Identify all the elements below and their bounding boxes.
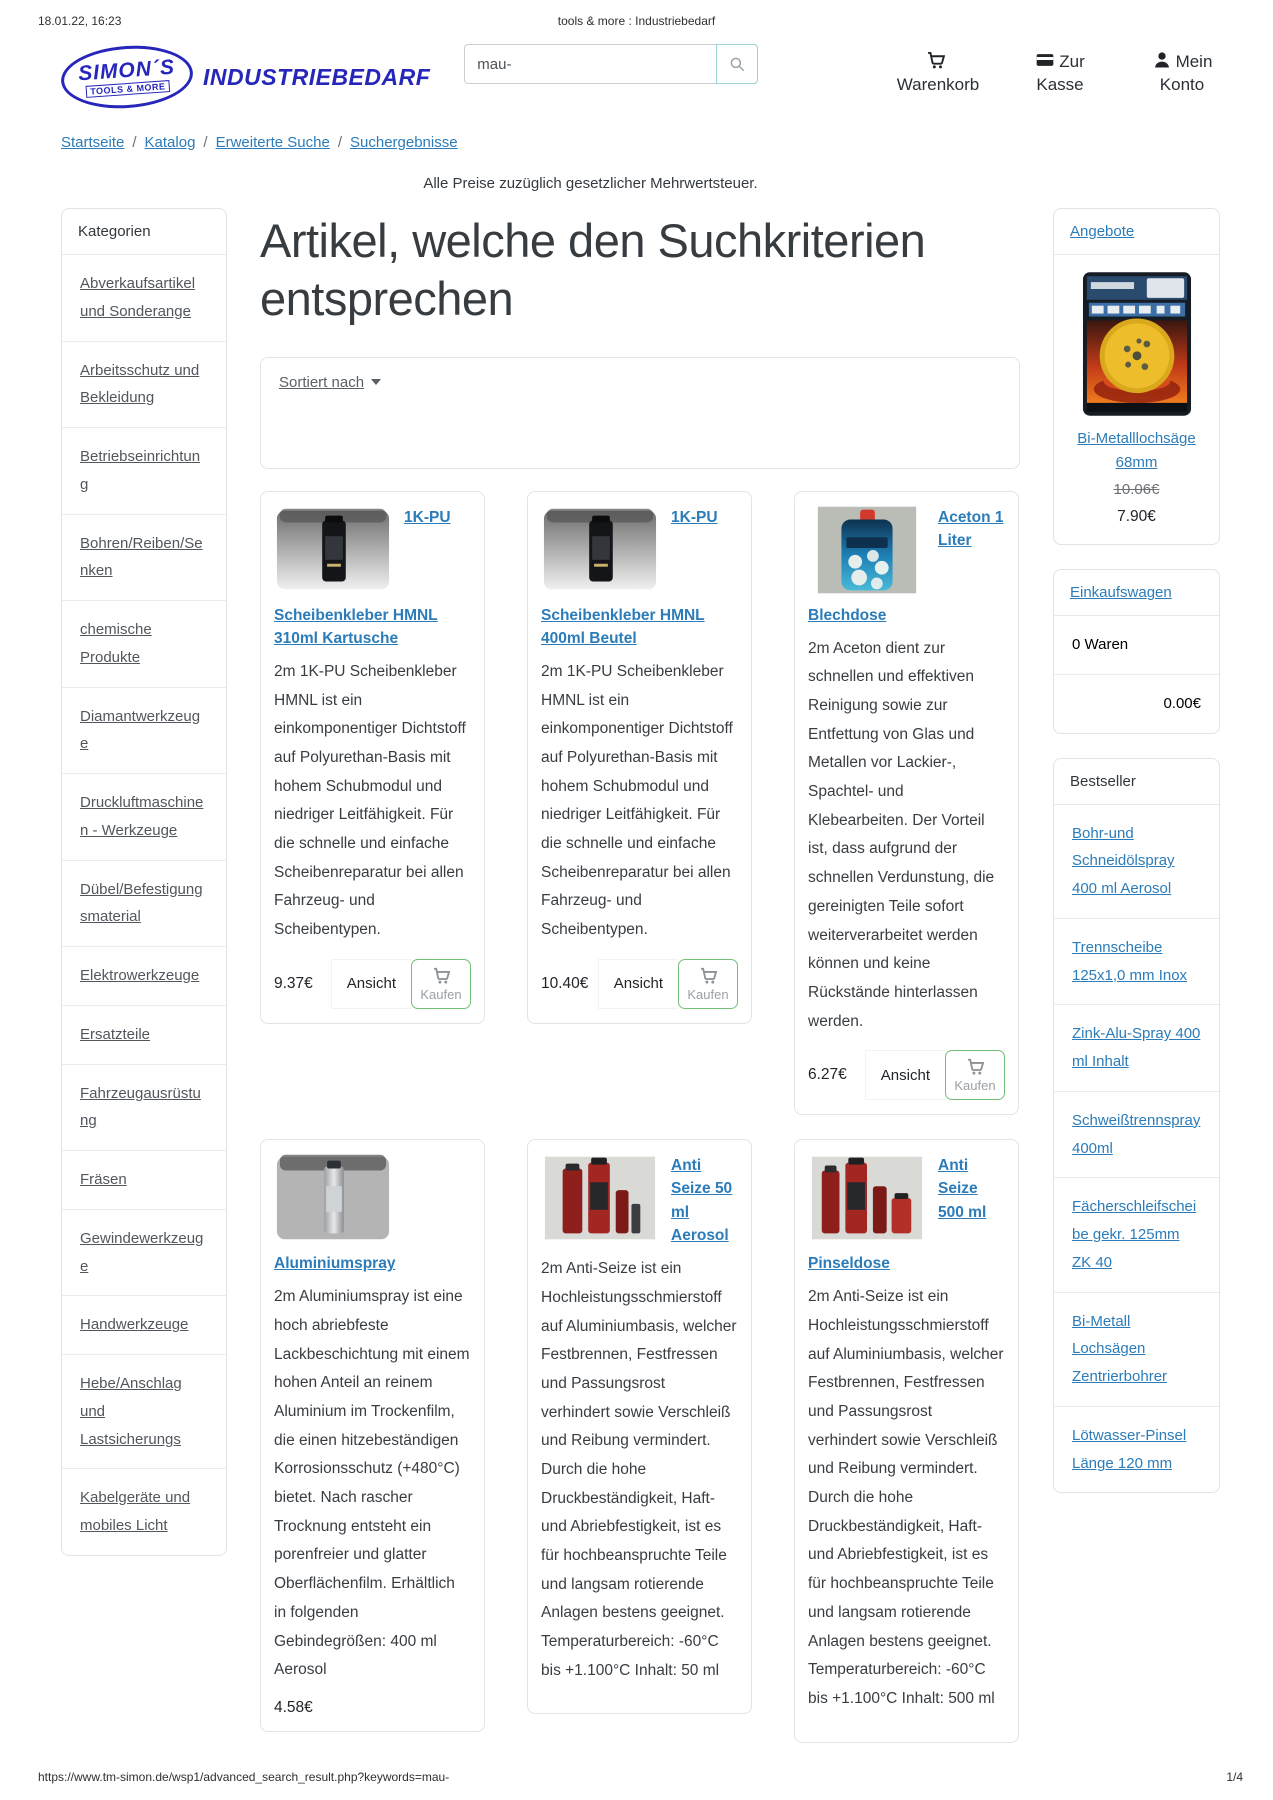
product-description: 2m Aluminiumspray ist eine hoch abriebfeste Lackbeschichtung mit einem hohen Anteil an reinem Aluminium im Trockenfilm, die einen hitzebeständigen Korrosionsschutz (+480°C) bietet. Nach rascher Trocknung entsteht ein porenfreier und glatter Oberflächenfilm. Erhältlich in folgenden Gebindegrößen: 400 ml Aerosol [274, 1288, 470, 1679]
cart-nav-label: Warenkorb [896, 74, 980, 94]
product-buttons [331, 959, 471, 1009]
category-link[interactable]: Bohren/Reiben/Senken [62, 515, 226, 602]
product-price: 6.27€ [808, 1066, 847, 1084]
categories-panel [61, 208, 227, 1556]
bestseller-link[interactable]: Trennscheibe 125x1,0 mm Inox [1054, 919, 1219, 1006]
sort-panel [260, 357, 1020, 469]
breadcrumb-separator: / [337, 134, 342, 151]
product-card [527, 1139, 752, 1714]
product-card-top [808, 1152, 1005, 1244]
cart-icon [966, 1057, 985, 1076]
view-button[interactable]: Ansicht [598, 959, 678, 1009]
product-image[interactable] [274, 1152, 392, 1244]
product-category-link[interactable]: Anti Seize 50 ml Aerosol [671, 1157, 733, 1244]
category-link[interactable]: Diamantwerkzeuge [62, 688, 226, 775]
product-description: 2m 1K-PU Scheibenkleber HMNL ist ein einkomponentiger Dichtstoff auf Polyurethan-Basis mit hohem Schubmodul und niedriger Leitfähigkeit. Für die schnelle und einfache Scheibenreparatur bei allen Fahrzeug- und Scheibentypen. [541, 663, 733, 939]
product-card-top [541, 504, 738, 596]
product-description: 2m Anti-Seize ist ein Hochleistungsschmierstoff auf Aluminiumbasis, welcher Festbrennen, Festfressen und Passungsrost verhindert sowie Verschleiß und Reibung vermindert. Durch die hohe Druckbeständigkeit, Haft- und Abriebfestigkeit, ist es für hochbeanspruchte Teile und langsam rotierende Anlagen bestens geeignet. Temperaturbereich: -60°C bis +1.100°C Inhalt: 500 ml [808, 1288, 1004, 1707]
category-link[interactable]: Betriebseinrichtung [62, 428, 226, 515]
offers-header [1054, 209, 1219, 255]
buy-button[interactable] [411, 959, 471, 1009]
category-link[interactable]: Dübel/Befestigungsmaterial [62, 861, 226, 948]
product-description: 2m 1K-PU Scheibenkleber HMNL ist ein einkomponentiger Dichtstoff auf Polyurethan-Basis mit hohem Schubmodul und niedriger Leitfähigkeit. Für die schnelle und einfache Scheibenreparatur bei allen Fahrzeug- und Scheibentypen. [274, 663, 466, 939]
search-results [260, 208, 1020, 1743]
search-bar [464, 44, 758, 84]
product-image[interactable] [808, 504, 926, 596]
category-link[interactable]: Gewindewerkzeuge [62, 1210, 226, 1297]
cart-icon [699, 966, 718, 985]
category-link[interactable]: Fahrzeugausrüstung [62, 1065, 226, 1152]
aceton-can-image [808, 504, 926, 596]
product-card-top [808, 504, 1005, 596]
logo-ellipse [59, 41, 195, 112]
product-card-top [274, 1152, 471, 1244]
cart-panel [1053, 569, 1220, 734]
anti-seize-tin-image [808, 1152, 926, 1244]
holesaw-package-image [1082, 271, 1192, 417]
product-title-link[interactable]: Scheibenkleber HMNL 400ml Beutel [541, 606, 705, 647]
bestseller-link[interactable]: Bohr-und Schneidölspray 400 ml Aerosol [1054, 805, 1219, 919]
product-description: 2m Anti-Seize ist ein Hochleistungsschmierstoff auf Aluminiumbasis, welcher Festbrennen, Festfressen und Passungsrost verhindert sowie Verschleiß und Reibung vermindert. Durch die hohe Druckbeständigkeit, Haft- und Abriebfestigkeit, ist es für hochbeanspruchte Teile und langsam rotierende Anlagen bestens geeignet. Temperaturbereich: -60°C bis +1.100°C Inhalt: 50 ml [541, 1260, 737, 1679]
offer-product [1054, 255, 1219, 544]
offers-link[interactable]: Angebote [1070, 223, 1135, 240]
product-image[interactable] [541, 1152, 659, 1244]
site-header [61, 42, 1240, 108]
product-category-link[interactable]: Aceton 1 Liter [938, 508, 1004, 549]
product-image[interactable] [808, 1152, 926, 1244]
account-nav-label: Mein Konto [1159, 52, 1213, 94]
category-link[interactable]: Abverkaufsartikel und Sonderange [62, 255, 226, 342]
tax-notice: Alle Preise zuzüglich gesetzlicher Mehrwertsteuer. [423, 175, 758, 192]
view-button[interactable]: Ansicht [865, 1050, 945, 1100]
product-card [794, 1139, 1019, 1742]
page-title: Artikel, welche den Suchkriterien entsprechen [260, 214, 926, 326]
header-nav [894, 50, 1240, 97]
person-icon [1152, 50, 1172, 70]
bestseller-title: Bestseller [1054, 759, 1219, 805]
product-footer [808, 1050, 1005, 1100]
caret-down-icon [371, 379, 381, 385]
pu-cartridge-image [274, 504, 392, 596]
cart-nav-link[interactable] [894, 50, 982, 97]
category-link[interactable]: Kabelgeräte und mobiles Licht [80, 1489, 191, 1534]
bestseller-link[interactable]: Lötwasser-Pinsel Länge 120 mm [1072, 1426, 1187, 1472]
product-title-link[interactable]: Scheibenkleber HMNL 310ml Kartusche [274, 606, 438, 647]
product-price: 4.58€ [274, 1698, 313, 1716]
alu-spray-image [274, 1152, 392, 1244]
breadcrumb-suchergebnisse[interactable]: Suchergebnisse [350, 134, 458, 151]
bestseller-link[interactable]: Schweißtrennspray 400ml [1054, 1092, 1219, 1179]
view-button[interactable]: Ansicht [331, 959, 411, 1009]
checkout-nav-link[interactable] [1016, 50, 1104, 97]
logo-subtitle: TOOLS & MORE [86, 80, 170, 98]
cart-panel-header [1054, 570, 1219, 616]
breadcrumb-erweiterte-suche[interactable]: Erweiterte Suche [215, 134, 330, 151]
search-icon [728, 55, 746, 73]
account-nav-link[interactable] [1138, 50, 1226, 97]
product-footer [274, 959, 471, 1009]
credit-card-icon [1035, 50, 1055, 70]
product-price: 9.37€ [274, 974, 313, 992]
right-sidebar [1053, 208, 1220, 1493]
product-image[interactable] [274, 504, 392, 596]
offer-old-price: 10.06€ [1113, 481, 1160, 498]
categories-list [62, 255, 226, 1555]
buy-button-label: Kaufen [420, 986, 462, 1002]
product-card [794, 491, 1019, 1116]
buy-button-label: Kaufen [687, 986, 729, 1002]
buy-button[interactable] [945, 1050, 1005, 1100]
category-link[interactable]: Druckluftmaschinen - Werkzeuge [62, 774, 226, 861]
cart-icon [926, 50, 946, 70]
product-card-top [274, 504, 471, 596]
category-link[interactable]: Ersatzteile [62, 1006, 226, 1065]
print-footer [38, 1770, 1243, 1784]
buy-button[interactable] [678, 959, 738, 1009]
product-card [260, 1139, 485, 1732]
bestseller-panel [1053, 758, 1220, 1494]
print-page-number: 1/4 [1226, 1770, 1243, 1784]
search-button[interactable] [716, 44, 758, 84]
offer-product-link[interactable]: Bi-Metalllochsäge 68mm [1077, 430, 1196, 471]
product-category-link[interactable]: 1K-PU [671, 508, 718, 526]
bestseller-link[interactable]: Zink-Alu-Spray 400 ml Inhalt [1054, 1005, 1219, 1092]
category-link[interactable]: chemische Produkte [62, 601, 226, 688]
product-title-link[interactable]: Blechdose [808, 606, 887, 624]
bestseller-link[interactable]: Bi-Metall Lochsägen Zentrierbohrer [1054, 1293, 1219, 1407]
offers-panel [1053, 208, 1220, 545]
category-link[interactable]: Arbeitsschutz und Bekleidung [62, 342, 226, 429]
product-footer [274, 1699, 471, 1717]
cart-count: 0 Waren [1054, 616, 1219, 675]
cart-icon [432, 966, 451, 985]
product-description: 2m Aceton dient zur schnellen und effektiven Reinigung sowie zur Entfettung von Glas und Metallen vor Lackier-, Spachtel- und Klebearbeiten. Der Vorteil ist, dass aufgrund der schnellen Verdunstung, die gereinigten Teile sofort weiterverarbeitet werden können und keine Rückstände hinterlassen werden. [808, 639, 995, 1030]
breadcrumb-startseite[interactable]: Startseite [61, 134, 125, 151]
pu-cartridge-image [541, 504, 659, 596]
category-link[interactable]: Hebe/Anschlag und Lastsicherungs [62, 1355, 226, 1469]
categories-title: Kategorien [62, 209, 226, 255]
product-buttons [598, 959, 738, 1009]
product-title-link[interactable]: Pinseldose [808, 1255, 890, 1273]
product-grid [260, 491, 1020, 1743]
print-header [38, 14, 1235, 28]
category-link[interactable]: Elektrowerkzeuge [62, 947, 226, 1006]
breadcrumb-separator: / [132, 134, 137, 151]
product-buttons [865, 1050, 1005, 1100]
breadcrumb-separator: / [203, 134, 208, 151]
anti-seize-aerosol-image [541, 1152, 659, 1244]
offer-product-image[interactable] [1082, 271, 1192, 417]
print-datetime: 18.01.22, 16:23 [38, 14, 122, 28]
breadcrumb [61, 134, 1240, 151]
product-price: 10.40€ [541, 974, 589, 992]
logo-brand-text: INDUSTRIEBEDARF [203, 63, 431, 90]
product-category-link[interactable]: 1K-PU [404, 508, 451, 526]
product-image[interactable] [541, 504, 659, 596]
logo[interactable] [61, 46, 430, 108]
cart-total: 0.00€ [1163, 694, 1201, 712]
sort-label: Sortiert nach [279, 373, 365, 391]
product-title-link[interactable]: Aluminiumspray [274, 1255, 396, 1273]
print-url: https://www.tm-simon.de/wsp1/advanced_search_result.php?keywords=mau- [38, 1770, 450, 1784]
product-footer [541, 959, 738, 1009]
logo-name: SIMON´S [77, 55, 176, 85]
sort-dropdown[interactable] [279, 374, 364, 391]
product-card-top [541, 1152, 738, 1247]
offer-price: 7.90€ [1117, 508, 1156, 525]
breadcrumb-katalog[interactable]: Katalog [144, 134, 196, 151]
category-link[interactable]: Handwerkzeuge [62, 1296, 226, 1355]
checkout-nav-label: Zur Kasse [1036, 52, 1085, 94]
bestseller-link[interactable]: Fächerschleifscheibe gekr. 125mm ZK 40 [1054, 1178, 1219, 1292]
search-input[interactable] [464, 44, 716, 84]
print-title: tools & more : Industriebedarf [557, 14, 716, 28]
product-card [527, 491, 752, 1024]
product-card [260, 491, 485, 1024]
product-category-link[interactable]: Anti Seize 500 ml [938, 1157, 987, 1221]
bestseller-list [1054, 805, 1219, 1493]
category-link[interactable]: Fräsen [62, 1151, 226, 1210]
cart-panel-link[interactable]: Einkaufswagen [1070, 584, 1172, 601]
buy-button-label: Kaufen [954, 1078, 996, 1094]
